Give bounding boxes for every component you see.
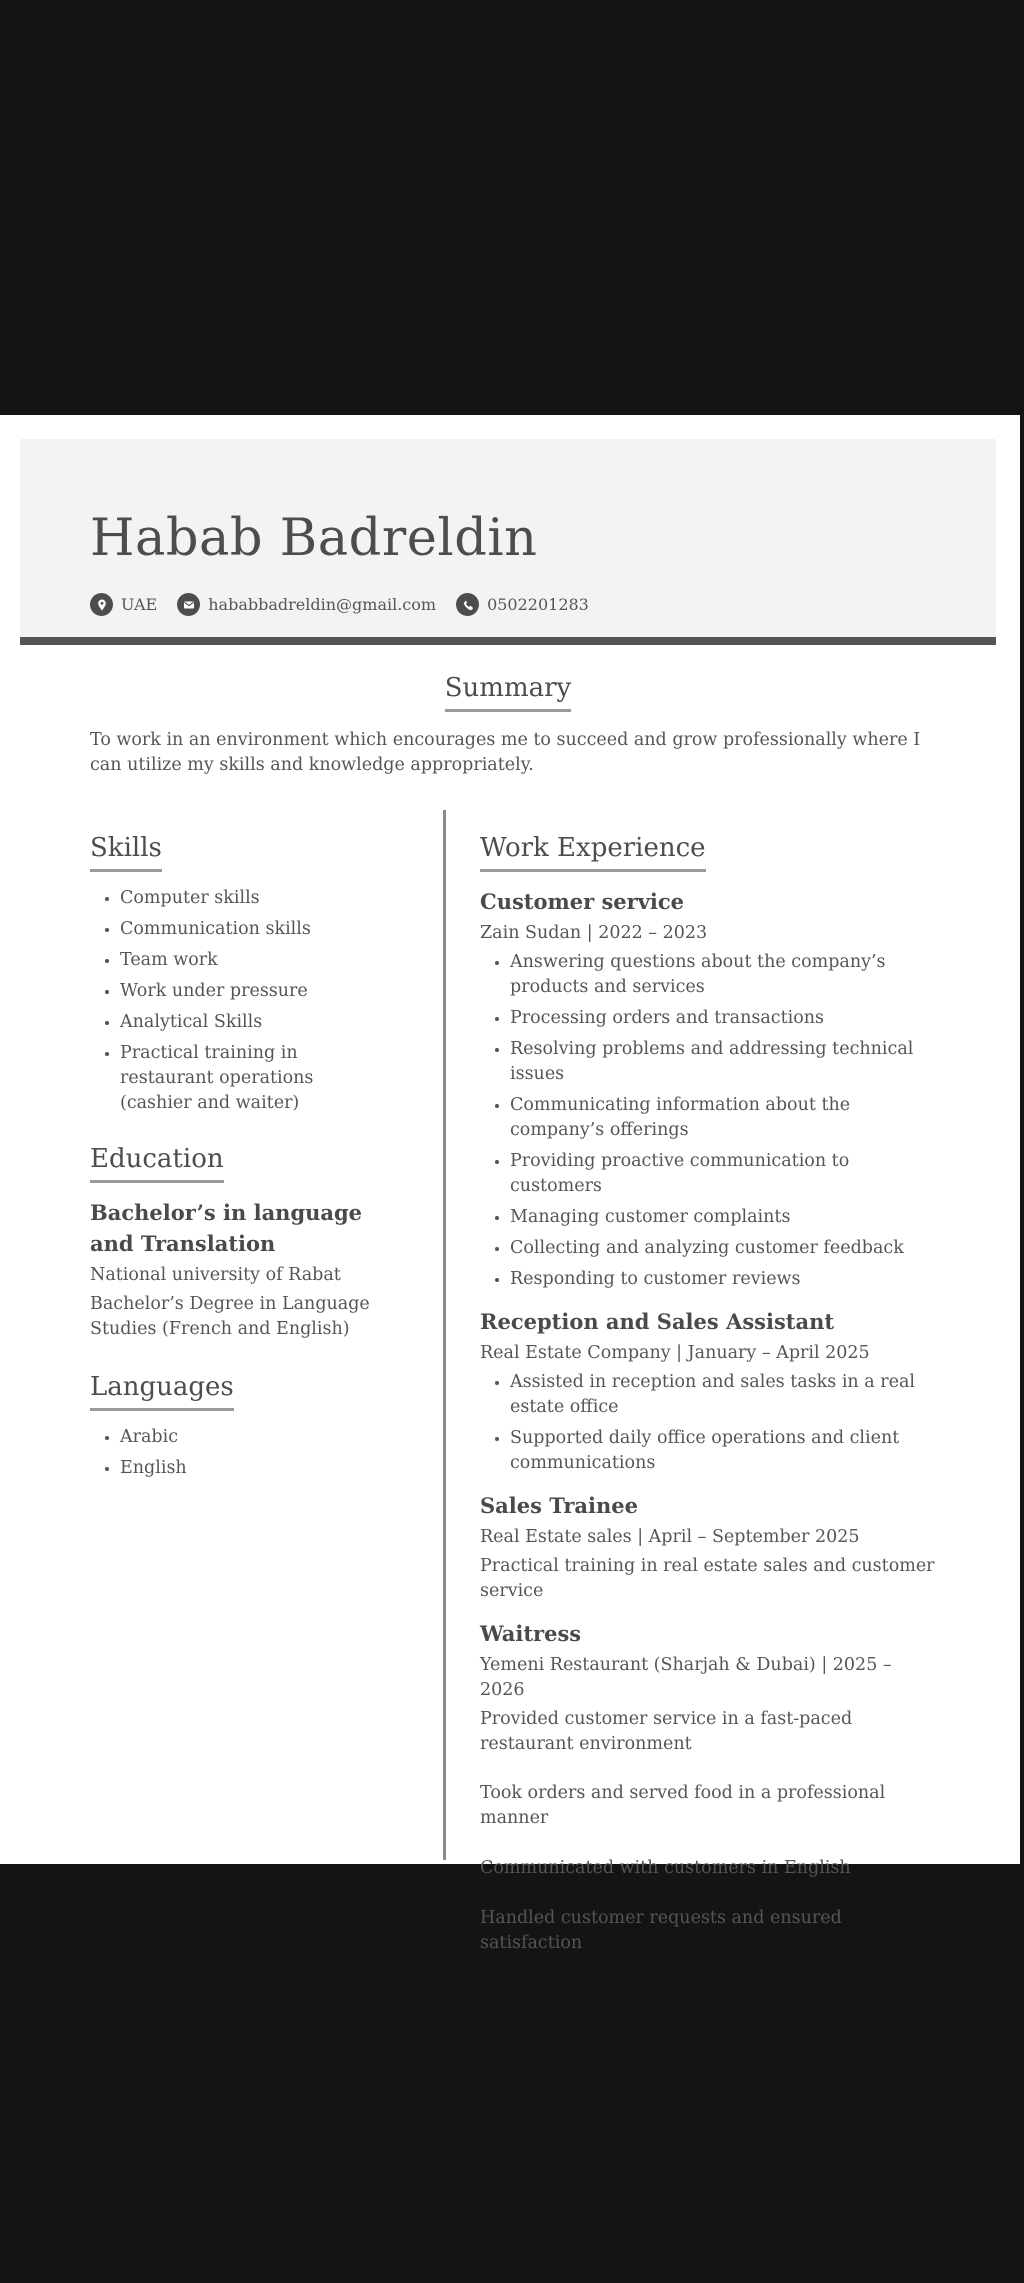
job-meta: Real Estate Company | January – April 2025 xyxy=(480,1343,870,1363)
right-column xyxy=(480,833,940,1956)
job-meta: Real Estate sales | April – September 2025 xyxy=(480,1527,860,1547)
job-title: Waitress xyxy=(480,1621,582,1646)
contact-row xyxy=(90,593,609,616)
email-text[interactable]: hababbadreldin@gmail.com xyxy=(208,595,437,614)
column-divider xyxy=(443,1225,446,1860)
list-item: • Answering questions about the company’s products and services xyxy=(510,950,940,1000)
resume-page xyxy=(0,415,1020,1953)
job-description: Practical training in real estate sales and customer service xyxy=(480,1556,935,1601)
left-column xyxy=(90,833,390,1487)
job-meta: Yemeni Restaurant (Sharjah & Dubai) | 2025 – 2026 xyxy=(480,1655,892,1700)
phone-text[interactable]: 0502201283 xyxy=(487,595,589,614)
list-item: • Responding to customer reviews xyxy=(510,1267,940,1292)
work-heading: Work Experience xyxy=(480,833,706,872)
list-item: • Managing customer complaints xyxy=(510,1205,940,1230)
list-item: • Resolving problems and addressing technical issues xyxy=(510,1037,940,1087)
list-item: • Arabic xyxy=(120,1425,390,1450)
skills-heading: Skills xyxy=(90,833,162,872)
candidate-name: Habab Badreldin xyxy=(90,509,538,568)
phone-icon xyxy=(456,593,479,616)
list-item: • Collecting and analyzing customer feedback xyxy=(510,1236,940,1261)
list-item: • Communication skills xyxy=(120,917,390,942)
list-item: • Work under pressure xyxy=(120,979,390,1004)
list-item: • Processing orders and transactions xyxy=(510,1006,940,1031)
location-text: UAE xyxy=(121,595,158,614)
job-meta: Zain Sudan | 2022 – 2023 xyxy=(480,923,708,943)
list-item: • Team work xyxy=(120,948,390,973)
job-title: Customer service xyxy=(480,889,685,914)
education-heading: Education xyxy=(90,1144,224,1183)
summary-heading xyxy=(0,673,1016,712)
education-school: National university of Rabat xyxy=(90,1265,341,1285)
education-degree: Bachelor’s in language and Translation xyxy=(90,1200,363,1256)
list-item: • Supported daily office operations and client communications xyxy=(510,1426,940,1476)
list-item: • Practical training in restaurant operations (cashier and waiter) xyxy=(120,1041,390,1116)
list-item: • Assisted in reception and sales tasks in a real estate office xyxy=(510,1370,940,1420)
job-description: Provided customer service in a fast-paced restaurant environment xyxy=(480,1709,853,1754)
resume-header xyxy=(20,439,996,645)
languages-heading: Languages xyxy=(90,1372,234,1411)
envelope-icon xyxy=(177,593,200,616)
job-description: Took orders and served food in a professional manner xyxy=(480,1783,886,1828)
list-item: • Computer skills xyxy=(120,886,390,911)
list-item: • Communicating information about the company’s offerings xyxy=(510,1093,940,1143)
job-title: Sales Trainee xyxy=(480,1493,638,1518)
job-description: Handled customer requests and ensured satisfaction xyxy=(480,1908,842,1953)
column-divider xyxy=(443,810,446,1254)
list-item: • Analytical Skills xyxy=(120,1010,390,1035)
contact-location xyxy=(90,593,157,616)
contact-email[interactable] xyxy=(177,593,436,616)
job-bullets xyxy=(480,950,940,1292)
list-item: • English xyxy=(120,1456,390,1481)
list-item: • Providing proactive communication to customers xyxy=(510,1149,940,1199)
job-bullets xyxy=(480,1370,940,1476)
contact-phone[interactable] xyxy=(456,593,589,616)
skills-list xyxy=(90,886,390,1116)
job-title: Reception and Sales Assistant xyxy=(480,1309,835,1334)
summary-text: To work in an environment which encourages me to succeed and grow professionally where I can utilize my skills and knowledge appropriately. xyxy=(90,730,921,775)
education-details: Bachelor’s Degree in Language Studies (French and English) xyxy=(90,1294,370,1339)
summary-title: Summary xyxy=(445,673,571,712)
languages-list xyxy=(90,1425,390,1481)
job-description: Communicated with customers in English xyxy=(480,1858,851,1878)
location-pin-icon xyxy=(90,593,113,616)
